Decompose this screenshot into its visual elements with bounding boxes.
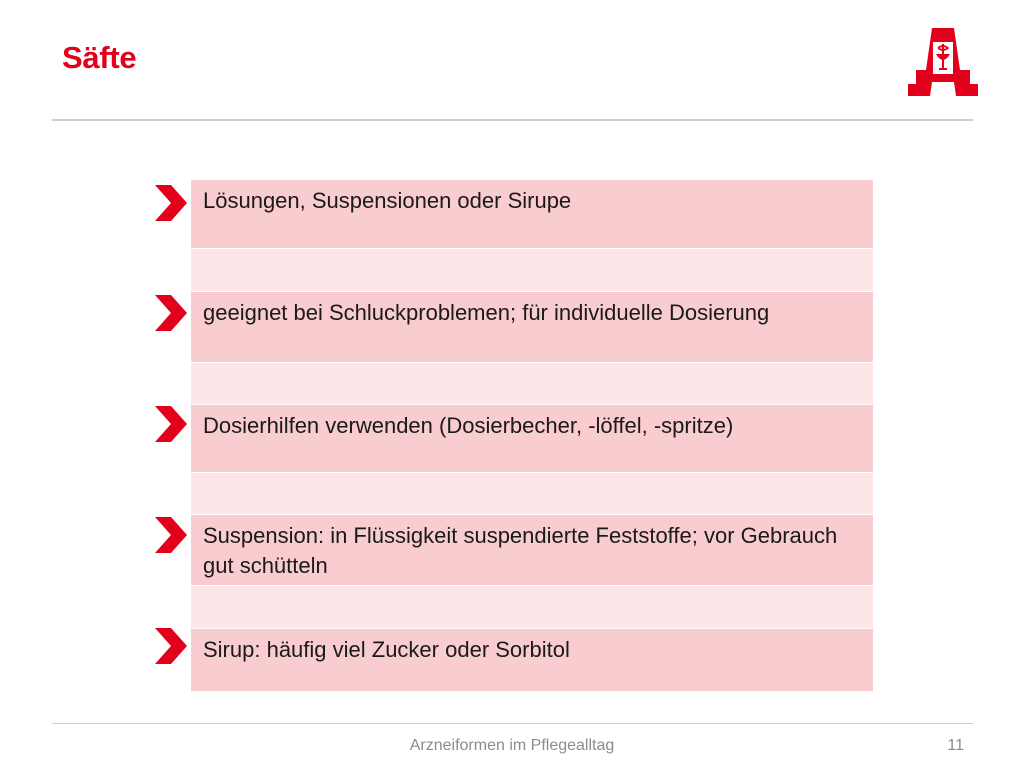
apotheke-a-logo <box>908 26 978 98</box>
spacer-row <box>191 473 873 515</box>
header-divider <box>52 119 973 121</box>
chevron-right-icon <box>153 183 189 223</box>
chevron-right-icon <box>153 515 189 555</box>
footer-divider <box>52 723 973 724</box>
bullet-text: Lösungen, Suspensionen oder Sirupe <box>203 188 572 213</box>
spacer-row <box>191 586 873 629</box>
table-row <box>191 515 873 586</box>
table-row <box>191 292 873 363</box>
bullet-text: Dosierhilfen verwenden (Dosierbecher, -löffel, -spritze) <box>203 413 734 438</box>
spacer-row <box>191 249 873 292</box>
chevron-right-icon <box>153 293 189 333</box>
footer-title: Arzneiformen im Pflegealltag <box>409 737 615 754</box>
table-row <box>191 405 873 473</box>
spacer-row <box>191 363 873 405</box>
chevron-right-icon <box>153 626 189 666</box>
bullet-text: Suspension: in Flüssigkeit suspendierte Feststoffe; vor Gebrauch gut schütteln <box>203 523 838 578</box>
chevron-right-icon <box>153 404 189 444</box>
page-number: 11 <box>947 737 964 754</box>
table-row <box>191 180 873 249</box>
slide-title: Säfte <box>62 40 137 75</box>
bullet-text: geeignet bei Schluckproblemen; für individuelle Dosierung <box>203 300 770 325</box>
bullet-text: Sirup: häufig viel Zucker oder Sorbitol <box>203 637 570 662</box>
table-row <box>191 629 873 692</box>
